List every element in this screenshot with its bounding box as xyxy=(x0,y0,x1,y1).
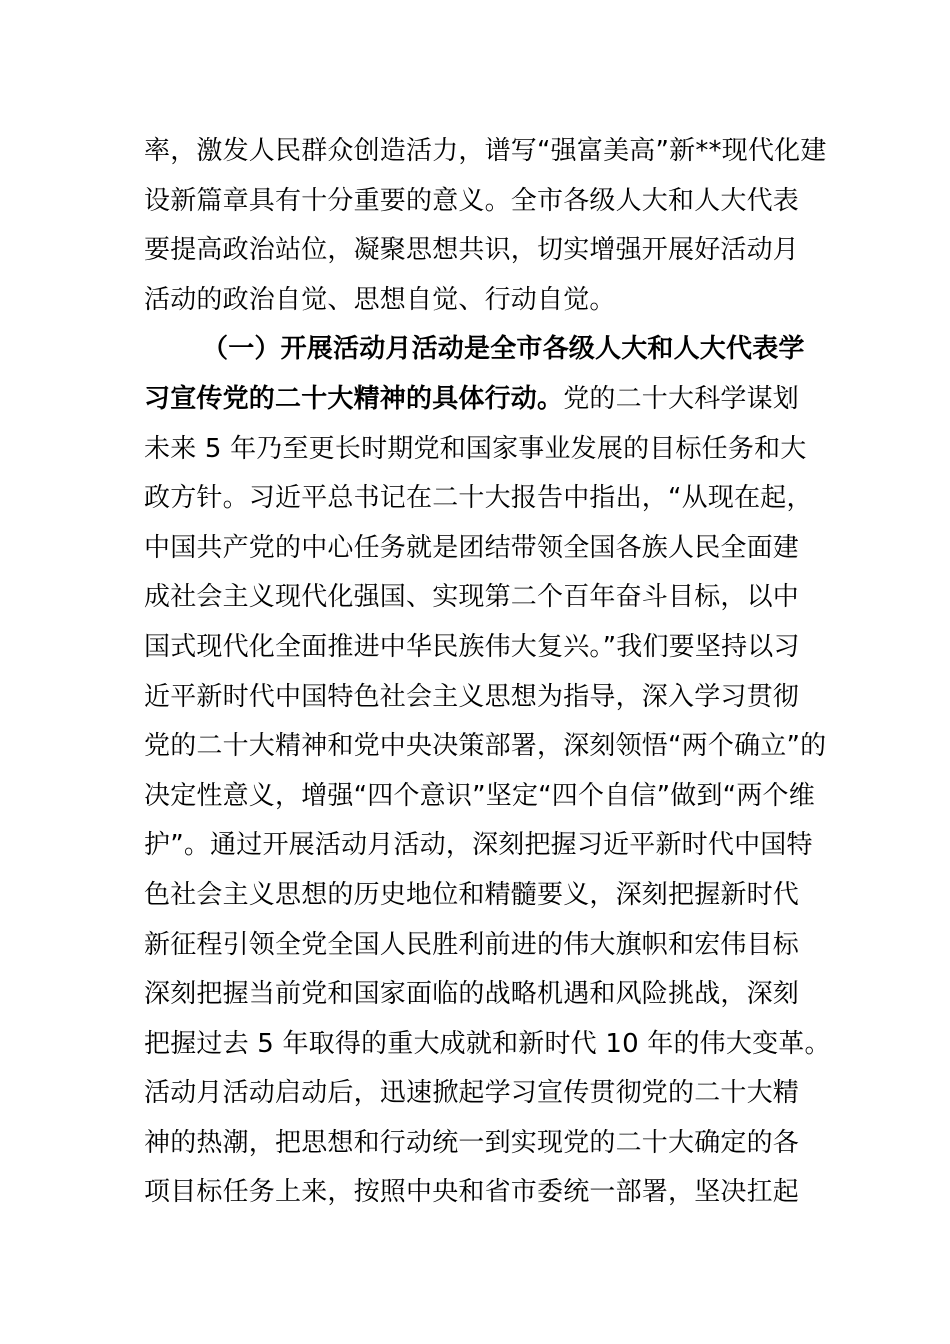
text-line: 活动的政治自觉、思想自觉、行动自觉。 xyxy=(144,284,616,315)
text-line: 色社会主义思想的历史地位和精髓要义，深刻把握新时代 xyxy=(144,879,800,910)
text-line: 把握过去 5 年取得的重大成就和新时代 10 年的伟大变革。 xyxy=(144,1028,831,1059)
text-line: 活动月活动启动后，迅速掀起学习宣传贯彻党的二十大精 xyxy=(144,1078,800,1109)
text-line: 护”。通过开展活动月活动，深刻把握习近平新时代中国特 xyxy=(144,830,813,861)
text-line: 设新篇章具有十分重要的意义。全市各级人大和人大代表 xyxy=(144,185,800,216)
text-line: 决定性意义，增强“四个意识”坚定“四个自信”做到“两个维 xyxy=(144,780,815,811)
text-line: 近平新时代中国特色社会主义思想为指导，深入学习贯彻 xyxy=(144,681,800,712)
section-heading-end: 习宣传党的二十大精神的具体行动。 xyxy=(144,383,564,414)
section-heading-line: （一）开展活动月活动是全市各级人大和人大代表学 xyxy=(202,334,805,365)
text-line: 神的热潮，把思想和行动统一到实现党的二十大确定的各 xyxy=(144,1127,800,1158)
text-line: 中国共产党的中心任务就是团结带领全国各族人民全面建 xyxy=(144,532,800,563)
text-run: 党的二十大科学谋划 xyxy=(563,383,800,414)
text-line: 要提高政治站位，凝聚思想共识，切实增强开展好活动月 xyxy=(144,235,800,266)
text-line: 党的二十大精神和党中央决策部署，深刻领悟“两个确立”的 xyxy=(144,731,827,762)
text-line: 未来 5 年乃至更长时期党和国家事业发展的目标任务和大 xyxy=(144,433,807,464)
text-line: 率，激发人民群众创造活力，谱写“强富美高”新**现代化建 xyxy=(144,136,827,166)
text-line-mixed xyxy=(144,375,808,425)
text-line: 国式现代化全面推进中华民族伟大复兴。”我们要坚持以习 xyxy=(144,631,800,662)
body-text xyxy=(144,127,831,1218)
text-line: 项目标任务上来，按照中央和省市委统一部署，坚决扛起 xyxy=(144,1177,800,1208)
text-line: 新征程引领全党全国人民胜利前进的伟大旗帜和宏伟目标 xyxy=(144,929,800,960)
text-line: 深刻把握当前党和国家面临的战略机遇和风险挑战，深刻 xyxy=(144,979,800,1010)
text-line: 政方针。习近平总书记在二十大报告中指出，“从现在起， xyxy=(144,483,813,514)
text-line: 成社会主义现代化强国、实现第二个百年奋斗目标，以中 xyxy=(144,582,800,613)
